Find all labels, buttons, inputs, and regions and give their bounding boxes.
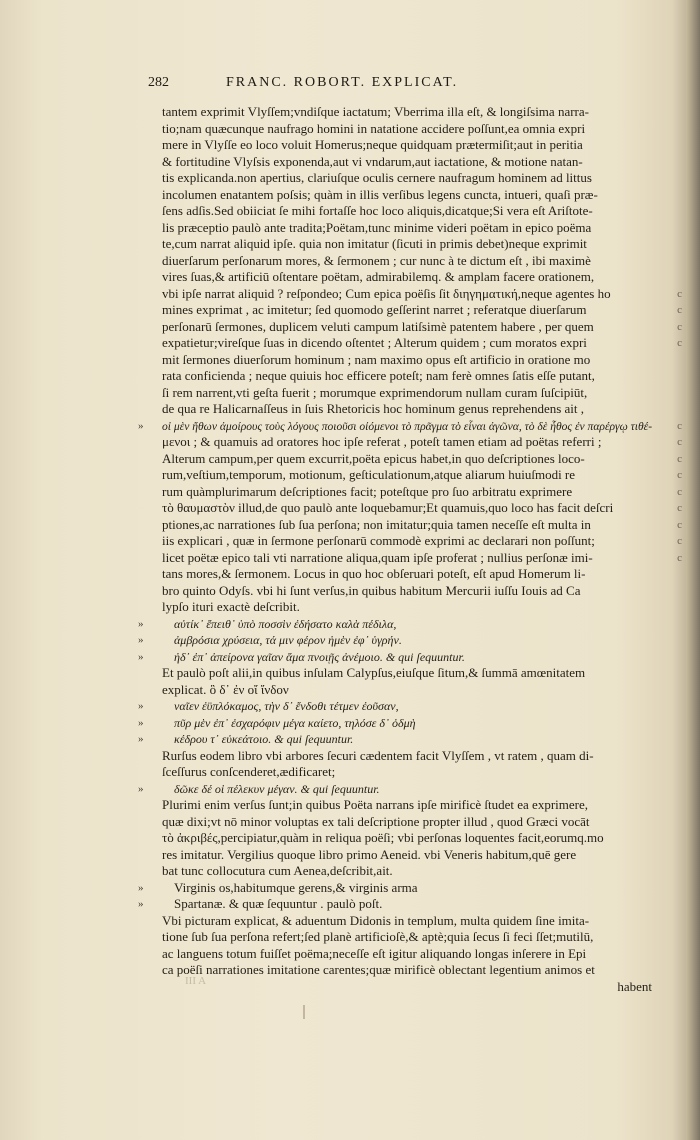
margin-mark: c bbox=[677, 287, 682, 300]
text-line bbox=[162, 236, 652, 253]
margin-mark: c bbox=[677, 518, 682, 531]
page-header bbox=[148, 75, 648, 95]
quote-marker: » bbox=[138, 716, 144, 729]
text-line bbox=[138, 698, 652, 715]
line-text: lypſo ituri exactè deſcribit. bbox=[162, 599, 300, 614]
text-line bbox=[162, 830, 652, 847]
text-line bbox=[162, 500, 682, 517]
show-through-text: III A bbox=[185, 975, 207, 987]
text-line bbox=[162, 814, 652, 831]
line-text: Virginis os,habitumque gerens,& virginis arma bbox=[174, 879, 418, 895]
page-gutter-shadow bbox=[686, 0, 700, 1140]
text-line bbox=[162, 450, 682, 468]
line-text: vires ſuas,& artificiū oſtentare poëtam, admirabilemq. & amplam facere orationem, bbox=[162, 269, 595, 284]
line-text: Plurimi enim verſus ſunt;in quibus Poëta narrans ipſe mirificè ſtudet ea exprimere, bbox=[162, 797, 589, 812]
line-text: te,cum narrat aliquid ipſe. quia non imitatur (ſicuti in primis debet)neque exprimit bbox=[162, 236, 587, 251]
text-line bbox=[162, 516, 682, 534]
line-text: Vbi picturam explicat, & aduentum Didonis in templum, multa quidem ſine imita- bbox=[162, 912, 590, 928]
margin-mark: c bbox=[677, 436, 682, 448]
text-line bbox=[162, 533, 682, 550]
line-text: τὸ ἀκριβές,percipiatur,quàm in reliqua poëſi; vbi perſonas loquentes facit,eorumq.mo bbox=[162, 830, 604, 845]
text-line bbox=[162, 929, 652, 946]
line-text: οἱ μὲν ἤθων ἀμοίρους τοὺς λόγους ποιοῦσι οἰόμενοι τὸ πρᾶγμα τὸ εἶναι ἀγῶνα, τὸ δὲ ἦθος ἐν παρέργῳ τιθέ- bbox=[162, 418, 653, 433]
line-text: rum,veſtium,temporum, motionum, geſticulationum,atque aliarum huiuſmodi re bbox=[162, 467, 576, 482]
margin-mark: c bbox=[677, 485, 682, 498]
line-text: rata conficienda ; neque quiuis hoc efficere poteſt; nam ferè omnes ſatis eſſe putant, bbox=[162, 368, 595, 383]
text-line bbox=[138, 649, 652, 666]
text-line bbox=[162, 946, 652, 963]
text-line bbox=[162, 566, 652, 583]
line-text: explicat. ὃ δ᾽ ἐν οἴ ἴνδον bbox=[162, 681, 289, 697]
text-line bbox=[162, 285, 682, 303]
text-line bbox=[162, 434, 682, 451]
line-text: lis præceptio paulò ante tradita;Poëtam,tunc minime videri poëtam in epico poëma bbox=[162, 219, 592, 235]
line-text: tione ſub ſua perſona refert;ſed planè artificioſè,& aptè;quia ſecus ſi feci ſſet;mutilū, bbox=[162, 929, 594, 944]
quote-marker: » bbox=[138, 898, 144, 910]
text-line bbox=[138, 896, 652, 913]
line-text: perſonarū ſermones, duplicem veluti campum latiſsimè patentem habere , per quem bbox=[162, 318, 594, 334]
line-text: ptiones,ac narrationes ſub ſua perſona; non imitatur;quia tamen neceſſe eſt multa in bbox=[162, 516, 591, 532]
margin-mark: c bbox=[677, 469, 682, 481]
line-text: mines exprimat , ac imitetur; ſed quomodo geſſerint narret ; referatque diuerſarum bbox=[162, 302, 587, 317]
line-text: ἀμβρόσια χρύσεια, τά μιν φέρον ἠμὲν ἐφ᾽ ὑγρήν. bbox=[174, 633, 402, 647]
line-text: habent bbox=[617, 978, 652, 994]
line-text: tans mores,& ſermonem. Locus in quo hoc obſeruari poteſt, eſt apud Homerum li- bbox=[162, 566, 586, 581]
text-line bbox=[162, 863, 652, 880]
line-text: bro quinto Odyſs. vbi hi ſunt verſus,in quibus habitum Mercurii iuſſu Iouis ad Ca bbox=[162, 582, 581, 598]
line-text: κέδρου τ᾽ εὐκεάτοιο. & qui ſequuntur. bbox=[174, 732, 354, 746]
line-text: ca poëſi narrationes imitatione carentes;quæ mirificè oblectant legentium animos et bbox=[162, 962, 595, 977]
margin-mark: c bbox=[677, 452, 682, 465]
text-line bbox=[162, 269, 652, 286]
margin-mark: c bbox=[677, 304, 682, 316]
line-text: Spartanæ. & quæ ſequuntur . paulò poſt. bbox=[174, 896, 383, 911]
line-text: Alterum campum,per quem excurrit,poëta epicus habet,in quo deſcriptiones loco- bbox=[162, 450, 585, 466]
quote-marker: » bbox=[138, 419, 144, 432]
text-line bbox=[162, 913, 652, 930]
text-line bbox=[162, 549, 682, 567]
line-text: expatietur;vireſque ſuas in dicendo oſtentet ; Alterum quidem ; cum moratos expri bbox=[162, 335, 587, 350]
text-line bbox=[162, 797, 652, 814]
line-text: ſi rem narrent,vti geſta fuerit ; morumque exprimendorum nullam curam ſuſcipiūt, bbox=[162, 384, 588, 400]
line-text: & fortitudine Vlyſsis exponenda,aut vi vndarum,aut iactatione, & motione natan- bbox=[162, 153, 583, 169]
text-line bbox=[162, 154, 652, 171]
quote-marker: » bbox=[138, 733, 144, 745]
line-text: tantem exprimit Vlyſſem;vndiſque iactatum; Vberrima illa eſt, & longiſsima narra- bbox=[162, 104, 589, 119]
text-line bbox=[162, 335, 682, 352]
text-line bbox=[162, 302, 682, 319]
line-text: ſens adſis.Sed obiiciat ſe mihi fortaſſe hoc loco aliquis,dicatque;Si vera eſt Ariſtote- bbox=[162, 203, 593, 218]
line-text: vbi ipſe narrat aliquid ? reſpondeo; Cum epica poëſis ſit διηγηματική,neque agentes ho bbox=[162, 285, 611, 301]
text-line bbox=[162, 665, 652, 682]
line-text: πῦρ μὲν ἐπ᾽ ἐσχαρόφιν μέγα καίετο, τηλόσε δ᾽ ὀδμὴ bbox=[174, 715, 416, 730]
text-line bbox=[138, 879, 652, 897]
text-line bbox=[162, 137, 652, 154]
quote-marker: » bbox=[138, 700, 144, 712]
quote-marker: » bbox=[138, 617, 144, 630]
line-text: tio;nam quæcunque naufrago homini in natatione accidere poſſunt,ea omnia expri bbox=[162, 120, 586, 136]
text-line bbox=[138, 715, 652, 732]
line-text: diuerſarum perſonarum mores, & ſermonem ; cur nunc à te dictum eſt , ibi maximè bbox=[162, 252, 591, 268]
margin-mark: c bbox=[677, 535, 682, 547]
quote-marker: » bbox=[138, 782, 144, 795]
body-text bbox=[138, 104, 682, 995]
margin-mark: c bbox=[677, 419, 682, 432]
text-line bbox=[162, 318, 682, 336]
line-text: τὸ θαυμαστὸν illud,de quo paulò ante loquebamur;Et quamuis,quo loco has facit deſcri bbox=[162, 500, 614, 515]
line-text: tis explicanda.non apertius, clariuſque oculis cernere naufragum hominem ad littus bbox=[162, 170, 592, 185]
text-line bbox=[162, 682, 652, 699]
ink-mark bbox=[303, 1005, 305, 1019]
text-line bbox=[162, 170, 652, 187]
margin-mark: c bbox=[677, 502, 682, 514]
line-text: μενοι ; & quamuis ad oratores hoc ipſe referat , poteſt tamen etiam ad poëtas referri ; bbox=[162, 434, 602, 449]
line-text: res imitatur. Vergilius quoque libro primo Aeneid. vbi Veneris habitum,quē gere bbox=[162, 846, 577, 862]
line-text: bat tunc collocutura cum Aenea,deſcribit,ait. bbox=[162, 863, 393, 878]
text-line bbox=[162, 599, 652, 616]
text-line bbox=[162, 401, 652, 418]
text-line bbox=[162, 203, 652, 220]
quote-marker: » bbox=[138, 881, 144, 894]
running-title: FRANC. ROBORT. EXPLICAT. bbox=[226, 75, 459, 90]
text-line bbox=[162, 847, 652, 864]
text-line bbox=[162, 764, 652, 781]
text-line bbox=[162, 187, 652, 204]
line-text: ναῖεν ἐϋπλόκαμος, τὴν δ᾽ ἔνδοθι τέτμεν ἐοῦσαν, bbox=[174, 699, 399, 713]
line-text: rum quàmplurimarum deſcriptiones facit; poteſtque pro ſuo arbitratu exprimere bbox=[162, 483, 573, 499]
line-text: ἠδ᾽ ἐπ᾽ ἀπείρονα γαῖαν ἅμα πνοιῇς ἀνέμοιο. & qui ſequuntur. bbox=[174, 649, 465, 664]
line-text: αὐτίκ᾽ ἔπειθ᾽ ὑπὸ ποσσὶν ἐδήσατο καλὰ πέδιλα, bbox=[174, 616, 397, 631]
text-line bbox=[162, 483, 682, 501]
text-line bbox=[162, 104, 652, 121]
text-line bbox=[162, 583, 652, 600]
line-text: mit ſermones diuerſorum hominum ; nam maximo opus eſt artificio in oratione mo bbox=[162, 351, 591, 367]
text-line bbox=[162, 220, 652, 237]
text-line bbox=[162, 253, 652, 270]
text-line bbox=[162, 121, 652, 138]
quote-marker: » bbox=[138, 650, 144, 663]
line-text: Rurſus eodem libro vbi arbores ſecuri cædentem facit Vlyſſem , vt ratem , quam di- bbox=[162, 747, 594, 763]
text-line bbox=[138, 731, 652, 748]
text-line bbox=[138, 632, 652, 649]
margin-mark: c bbox=[677, 320, 682, 333]
margin-mark: c bbox=[677, 337, 682, 349]
line-text: iis explicari , quæ in ſermone perſonarū commodè exprimi ac declarari non poſſunt; bbox=[162, 533, 595, 548]
text-line bbox=[162, 385, 652, 402]
text-line bbox=[138, 781, 652, 798]
page-number: 282 bbox=[148, 75, 169, 90]
line-text: Et paulò poſt alii,in quibus inſulam Calypſus,eiuſque ſitum,& ſummā amœnitatem bbox=[162, 665, 586, 680]
line-text: ſceſſurus conſcenderet,ædificaret; bbox=[162, 764, 336, 779]
line-text: incolumen enatantem poſsis; quàm in illis verſibus legens cuncta, intueri, quaſi præ- bbox=[162, 186, 598, 202]
text-line bbox=[162, 748, 652, 765]
line-text: licet poëtæ epico tali vti narratione aliqua,quam ipſe proferat ; nullius perſonæ imi- bbox=[162, 549, 593, 565]
margin-mark: c bbox=[677, 551, 682, 564]
text-line bbox=[138, 616, 652, 633]
line-text: mere in Vlyſſe eo loco voluit Homerus;neque quidquam prætermiſit;aut in peritia bbox=[162, 137, 583, 152]
line-text: de qua re Halicarnaſſeus in ſuis Rhetoricis hoc hominum genus reprehendens ait , bbox=[162, 401, 585, 416]
text-line bbox=[138, 418, 682, 435]
line-text: ac languens totum fuiſſet poëma;neceſſe eſt igitur aliquando longas inſerere in Epi bbox=[162, 945, 587, 961]
text-line bbox=[162, 352, 652, 369]
line-text: δῶκε δέ οἱ πέλεκυν μέγαν. & qui ſequuntur. bbox=[174, 781, 380, 796]
quote-marker: » bbox=[138, 634, 144, 646]
line-text: quæ dixi;vt nō minor voluptas ex tali deſcriptione propter illud , quod Græci vocāt bbox=[162, 813, 590, 829]
text-line bbox=[162, 467, 682, 484]
text-line bbox=[162, 368, 652, 385]
